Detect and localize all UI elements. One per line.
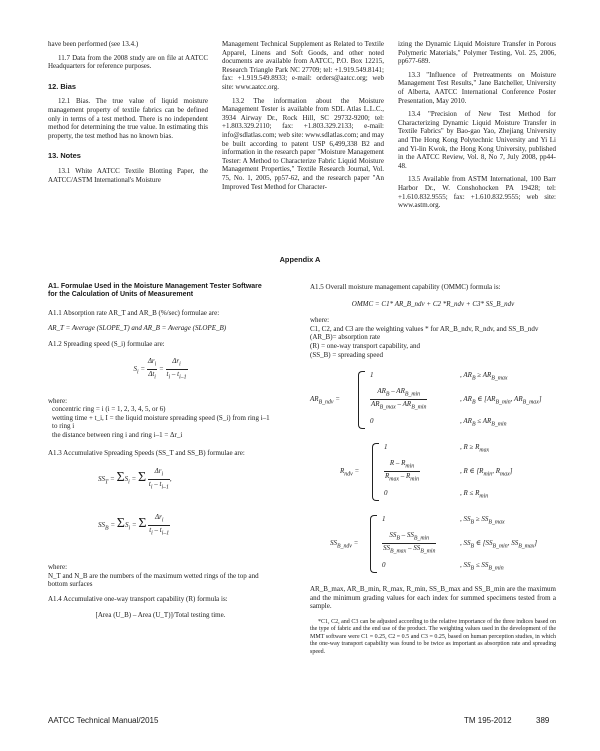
column-1 [48,40,208,184]
page-number: 389 [536,716,550,725]
section-heading-bias: 12. Bias [48,81,76,91]
definition-line: the distance between ring i and ring i–1 = Δr_i [52,430,183,439]
formula-ssb-normalized: $SS_{B\_ndv}$ = 1 , $SS_B \ge SS_{B\_max}$ $\frac{SS_B - SS_{B\_min}}{SS_{B\_max} - SS_{B\_min}}$ , $SS_B$ ∈ [$SS_{B\_min}$, $SS_{B\_max}$] 0 , $SS_B \le SS_{B\_min}$ [330,515,538,572]
paragraph: A1.4 Accumulative one-way transport capability (R) formula is: [48,594,228,603]
footer-method-number: TM 195-2012 [464,716,512,725]
definition-line: concentric ring = i (i = 1, 2, 3, 4, 5, or 6) [52,405,166,414]
paragraph: 13.1 White AATCC Textile Blotting Paper, the AATCC/ASTM International's Moisture [48,166,208,184]
formula-ss-top: $SS_T = \Sigma S_i = \Sigma$ $\frac{\Delta r_i}{t_i - t_{i-1}}$ , [98,467,172,491]
paragraph: where: [48,563,68,572]
paragraph: where: [48,396,68,405]
paragraph: A1.2 Spreading speed (S_i) formulae are: [48,340,165,348]
appendix-title: Appendix A [279,255,321,264]
paragraph: A1.3 Accumulative Spreading Speeds (SS_T and SS_B) formulae are: [48,448,245,457]
formula-r-normalized: $R_{ndv}$ = 1 , $R \ge R_{max}$ $\frac{R - R_{min}}{R_{max} - R_{min}}$ , R ∈ [$R_{min}$, $R_{max}$] 0 , $R \le R_{min}$ [340,443,513,500]
footnote: *C1, C2, and C3 can be adjusted according to the relative importance of the three indices based on the type of fabric and the end use of the product. The weighting values used in the development of the MMT software were C1 = 0.25, C2 = 0.5 and C3 = 0.25, based on human perception studies, in which the one-way transport capability was found to be twice as important as absorption rate and spreading speed. [310,618,556,655]
definition-line: (SS_B) = spreading speed [310,350,383,359]
paragraph: 11.7 Data from the 2008 study are on file at AATCC Headquarters for reference purposes. [48,53,208,71]
paragraph: have been performed (see 13.4.) [48,40,139,48]
paragraph: 12.1 Bias. The true value of liquid moisture management property of textile fabrics can be defined only in terms of a test method. There is no independent method for determining the true value. In estimating this property, the test method has no known bias. [48,97,208,140]
paragraph: 13.5 Available from ASTM International, 100 Barr Harbor Dr., W. Conshohocken PA 19428; tel: +1.610.832.9555; fax: +1.610.832.9555; web site: www.astm.org. [398,175,556,210]
formula-spreading-speed: $S_i$ = $\frac{\Delta r_i}{\Delta t_i}$ = $\frac{\Delta r_i}{t_i - t_{i-1}}$ [133,356,187,380]
paragraph: A1.5 Overall moisture management capability (OMMC) formula is: [310,283,501,291]
definition-line: N_T and N_B are the numbers of the maximum wetted rings of the top and bottom surfaces [48,571,259,589]
definition-line: C1, C2, and C3 are the weighting values * for AR_B_ndv, R_ndv, and SS_B_ndv [310,324,539,333]
paragraph: 13.4 "Precision of New Test Method for Characterizing Dynamic Liquid Moisture Transfer in Textile Fabrics" by Bao-gao Yao, Zhejiang University and The Hong Kong Polytechnic University and Yi Li and Yi-lin Kwok, the Hong Kong University, published in the AATCC Review, Vol. 8, No 7, July 2008, pp44-48. [398,110,556,170]
paragraph: 13.3 "Influence of Pretreatments on Moisture Management Test Results," Jane Batcheller, University of Alberta, AATCC International Conference Poster Presentation, May 2010. [398,70,556,105]
footer-manual-title: AATCC Technical Manual/2015 [48,716,159,725]
paragraph: where: [310,316,330,325]
formula-transport-capability: [Area (U_B) – Area (U_T)]/Total testing time. [95,610,226,619]
appendix-right-column [310,283,556,656]
appendix-section-heading: A1. Formulae Used in the Moisture Management Tester Software for the Calculation of Units of Measurement [48,283,262,299]
formula-ss-bottom: $SS_B = \Sigma S_i = \Sigma$ $\frac{\Delta r_i}{t_i - t_{i-1}}$ [98,513,170,537]
formula-ommc: OMMC = C1* AR_B_ndv + C2 *R_ndv + C3* SS_B_ndv [351,299,515,308]
column-3 [398,40,556,210]
definition-line: wetting time + t_i, I = the liquid moisture spreading speed (S_i) from ring i–1 to ring i [52,413,270,431]
column-2 [222,40,384,191]
formula-absorption-rate: AR_T = Average (SLOPE_T) and AR_B = Average (SLOPE_B) [48,324,227,333]
section-heading-notes: 13. Notes [48,151,81,161]
paragraph: izing the Dynamic Liquid Moisture Transfer in Porous Polymeric Materials," Polymer Testing, Vol. 25, 2006, pp677-689. [398,40,556,66]
definition-line: (AR_B)= absorption rate [310,333,381,342]
paragraph: 13.2 The information about the Moisture Management Tester is available from SDL Atlas L.L.C., 3934 Airway Dr., Rock Hill, SC 29732-9200; tel: +1.803.329.2110; fax: +1.803.329.2133; e-mail: info@sdlatlas.com; web site: www.sdlatlas.com; and may be built according to patent USP 6,499,338 B2 and information in the research paper "Moisture Management Tester: A Method to Characterize Fabric Liquid Moisture Management Properties," Textile Research Journal, Vol. 75, No. 1, 2005, pp57-62, and the research paper "An Improved Test Method for Character- [222,96,384,191]
formula-arb-normalized: $AR_{B\_ndv}$ = 1 , $AR_B \ge AR_{B\_max}$ $\frac{AR_B - AR_{B\_min}}{AR_{B\_max} - AR_{B\_min}}$ , $AR_B$ ∈ [$AR_{B\_min}$, $AR_{B\_max}$] 0 , $AR_B \le AR_{B\_min}$ [310,371,542,428]
definition-line: (R) = one-way transport capability, and [310,341,421,350]
paragraph: Management Technical Supplement as Related to Textile Apparel, Linens and Soft Goods, and other noted documents are available from AATCC, P.O. Box 12215, Research Triangle Park NC 27709; tel: +1.919.549.8141; fax: +1.919.549.8933; e-mail: orders@aatcc.org; web site: www.aatcc.org. [222,40,384,91]
appendix-left-column [48,283,273,619]
paragraph: AR_B_max, AR_B_min, R_max, R_min, SS_B_max and SS_B_min are the maximum and the minimum grading values for each index for summed specimens tested from a sample. [310,585,556,611]
paragraph: A1.1 Absorption rate AR_T and AR_B (%/sec) formulae are: [48,308,220,317]
